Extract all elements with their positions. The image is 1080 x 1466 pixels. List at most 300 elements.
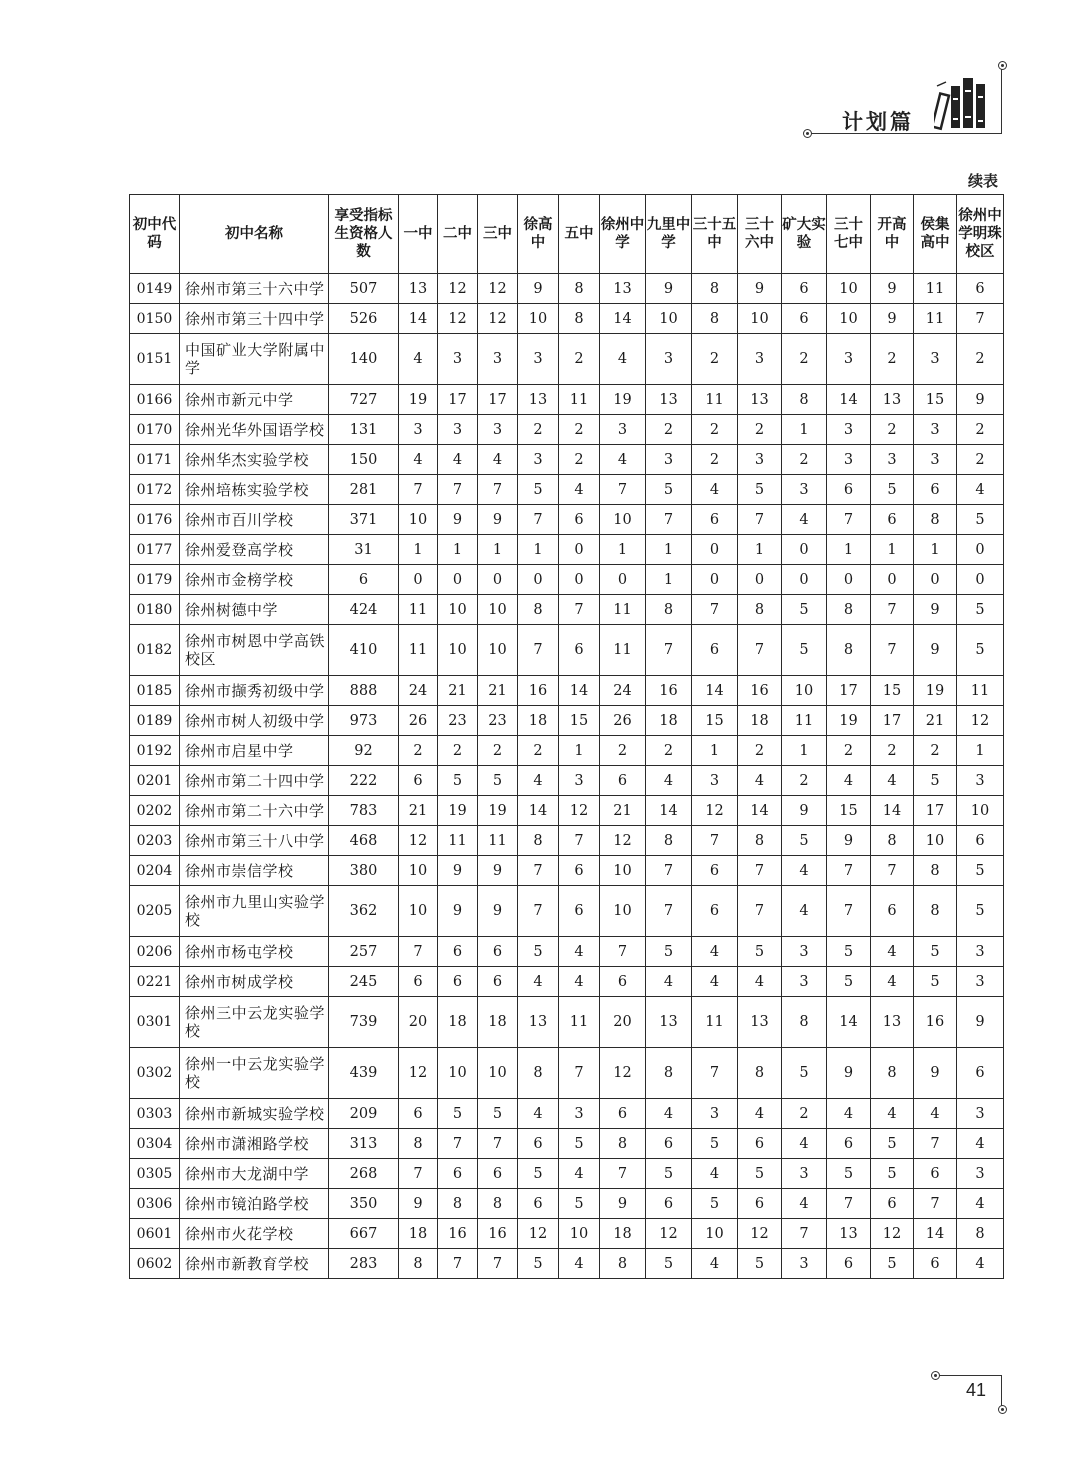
quota-cell: 12	[478, 304, 518, 334]
quota-cell: 7	[914, 1129, 957, 1159]
quota-cell: 5	[871, 1249, 914, 1279]
quota-cell: 0	[738, 565, 782, 595]
quota-cell: 5	[738, 475, 782, 505]
quota-cell: 7	[692, 595, 738, 625]
quota-cell: 6	[827, 1249, 871, 1279]
eligible-count-cell: 888	[329, 676, 399, 706]
table-row	[130, 796, 1004, 826]
quota-cell: 9	[827, 1048, 871, 1099]
quota-cell: 6	[692, 856, 738, 886]
eligible-count-cell: 209	[329, 1099, 399, 1129]
quota-cell: 5	[518, 475, 559, 505]
quota-cell: 5	[782, 625, 827, 676]
table-row	[130, 967, 1004, 997]
quota-cell: 3	[600, 415, 646, 445]
table-row	[130, 1099, 1004, 1129]
quota-cell: 16	[478, 1219, 518, 1249]
quota-cell: 3	[782, 937, 827, 967]
table-row	[130, 445, 1004, 475]
quota-cell: 7	[914, 1189, 957, 1219]
quota-cell: 10	[438, 625, 478, 676]
school-code-cell: 0601	[130, 1219, 180, 1249]
eligible-count-cell: 313	[329, 1129, 399, 1159]
quota-cell: 12	[600, 826, 646, 856]
quota-cell: 4	[871, 937, 914, 967]
quota-cell: 6	[559, 505, 600, 535]
quota-cell: 5	[871, 1159, 914, 1189]
quota-cell: 6	[957, 274, 1004, 304]
quota-cell: 3	[438, 334, 478, 385]
quota-cell: 8	[646, 826, 692, 856]
quota-cell: 8	[559, 304, 600, 334]
quota-cell: 6	[559, 856, 600, 886]
quota-cell: 4	[692, 1159, 738, 1189]
quota-cell: 7	[738, 856, 782, 886]
quota-cell: 8	[518, 595, 559, 625]
quota-cell: 19	[438, 796, 478, 826]
quota-cell: 6	[646, 1189, 692, 1219]
quota-cell: 7	[646, 505, 692, 535]
quota-cell: 26	[399, 706, 438, 736]
table-row	[130, 766, 1004, 796]
school-code-cell: 0204	[130, 856, 180, 886]
quota-cell: 5	[957, 595, 1004, 625]
quota-cell: 9	[957, 385, 1004, 415]
quota-cell: 5	[518, 1249, 559, 1279]
quota-cell: 0	[782, 535, 827, 565]
school-name-cell: 徐州市潇湘路学校	[180, 1129, 329, 1159]
school-name-cell: 徐州市火花学校	[180, 1219, 329, 1249]
quota-cell: 7	[871, 595, 914, 625]
quota-cell: 15	[914, 385, 957, 415]
quota-cell: 14	[399, 304, 438, 334]
quota-cell: 8	[738, 1048, 782, 1099]
eligible-count-cell: 380	[329, 856, 399, 886]
quota-cell: 8	[827, 595, 871, 625]
school-code-cell: 0176	[130, 505, 180, 535]
column-header: 三十五中	[692, 195, 738, 274]
eligible-count-cell: 222	[329, 766, 399, 796]
quota-cell: 9	[914, 1048, 957, 1099]
school-code-cell: 0306	[130, 1189, 180, 1219]
quota-cell: 7	[827, 1189, 871, 1219]
quota-cell: 12	[399, 826, 438, 856]
quota-cell: 2	[692, 445, 738, 475]
quota-cell: 5	[478, 1099, 518, 1129]
table-row	[130, 826, 1004, 856]
quota-cell: 20	[399, 997, 438, 1048]
quota-cell: 5	[827, 1159, 871, 1189]
eligible-count-cell: 257	[329, 937, 399, 967]
quota-cell: 14	[559, 676, 600, 706]
school-name-cell: 徐州市第三十四中学	[180, 304, 329, 334]
quota-cell: 19	[399, 385, 438, 415]
quota-cell: 17	[914, 796, 957, 826]
quota-cell: 5	[559, 1129, 600, 1159]
table-row	[130, 706, 1004, 736]
quota-cell: 0	[399, 565, 438, 595]
quota-cell: 26	[600, 706, 646, 736]
quota-cell: 21	[438, 676, 478, 706]
eligible-count-cell: 245	[329, 967, 399, 997]
school-code-cell: 0150	[130, 304, 180, 334]
eligible-count-cell: 350	[329, 1189, 399, 1219]
quota-cell: 3	[957, 937, 1004, 967]
quota-cell: 4	[559, 1159, 600, 1189]
quota-cell: 10	[914, 826, 957, 856]
quota-cell: 24	[600, 676, 646, 706]
school-code-cell: 0177	[130, 535, 180, 565]
table-row	[130, 736, 1004, 766]
quota-cell: 10	[646, 304, 692, 334]
quota-cell: 6	[559, 625, 600, 676]
quota-cell: 5	[646, 1249, 692, 1279]
page-number: 41	[966, 1380, 987, 1400]
school-name-cell: 徐州市第三十八中学	[180, 826, 329, 856]
quota-cell: 1	[827, 535, 871, 565]
quota-cell: 19	[914, 676, 957, 706]
quota-cell: 8	[782, 385, 827, 415]
quota-cell: 0	[559, 535, 600, 565]
quota-cell: 4	[827, 766, 871, 796]
school-name-cell: 徐州市树恩中学高铁校区	[180, 625, 329, 676]
quota-cell: 14	[646, 796, 692, 826]
quota-cell: 5	[827, 937, 871, 967]
quota-cell: 4	[399, 334, 438, 385]
quota-cell: 0	[692, 535, 738, 565]
quota-cell: 7	[738, 505, 782, 535]
quota-cell: 5	[914, 937, 957, 967]
quota-cell: 6	[782, 304, 827, 334]
quota-cell: 7	[600, 475, 646, 505]
quota-cell: 3	[827, 445, 871, 475]
quota-cell: 3	[957, 1099, 1004, 1129]
quota-cell: 9	[871, 274, 914, 304]
quota-cell: 1	[600, 535, 646, 565]
school-name-cell: 徐州市第二十四中学	[180, 766, 329, 796]
school-name-cell: 徐州市启星中学	[180, 736, 329, 766]
quota-cell: 4	[871, 1099, 914, 1129]
quota-cell: 6	[399, 1099, 438, 1129]
quota-cell: 6	[692, 505, 738, 535]
quota-cell: 10	[399, 505, 438, 535]
quota-cell: 12	[438, 274, 478, 304]
column-header: 侯集高中	[914, 195, 957, 274]
table-row	[130, 274, 1004, 304]
table-row	[130, 505, 1004, 535]
quota-cell: 4	[559, 937, 600, 967]
quota-cell: 0	[782, 565, 827, 595]
quota-cell: 0	[871, 565, 914, 595]
school-name-cell: 中国矿业大学附属中学	[180, 334, 329, 385]
quota-cell: 8	[518, 826, 559, 856]
quota-cell: 9	[914, 625, 957, 676]
quota-cell: 10	[438, 595, 478, 625]
quota-cell: 6	[438, 1159, 478, 1189]
quota-cell: 0	[600, 565, 646, 595]
school-name-cell: 徐州市新城实验学校	[180, 1099, 329, 1129]
quota-cell: 3	[518, 445, 559, 475]
quota-cell: 8	[914, 886, 957, 937]
column-header: 矿大实验	[782, 195, 827, 274]
school-name-cell: 徐州市撷秀初级中学	[180, 676, 329, 706]
quota-cell: 1	[957, 736, 1004, 766]
quota-cell: 4	[782, 1129, 827, 1159]
quota-cell: 9	[914, 595, 957, 625]
quota-cell: 6	[871, 886, 914, 937]
quota-cell: 8	[646, 595, 692, 625]
quota-cell: 9	[438, 505, 478, 535]
quota-cell: 14	[738, 796, 782, 826]
quota-cell: 8	[914, 505, 957, 535]
quota-cell: 4	[782, 1189, 827, 1219]
header-dot-left	[803, 129, 812, 138]
quota-cell: 1	[438, 535, 478, 565]
school-code-cell: 0301	[130, 997, 180, 1048]
eligible-count-cell: 468	[329, 826, 399, 856]
quota-cell: 4	[518, 766, 559, 796]
quota-cell: 11	[399, 595, 438, 625]
quota-cell: 6	[782, 274, 827, 304]
quota-cell: 5	[957, 505, 1004, 535]
quota-cell: 17	[871, 706, 914, 736]
school-name-cell: 徐州市树成学校	[180, 967, 329, 997]
quota-cell: 13	[646, 997, 692, 1048]
column-header: 五中	[559, 195, 600, 274]
quota-cell: 2	[600, 736, 646, 766]
eligible-count-cell: 281	[329, 475, 399, 505]
quota-cell: 2	[646, 415, 692, 445]
school-code-cell: 0172	[130, 475, 180, 505]
quota-cell: 16	[438, 1219, 478, 1249]
table-row	[130, 676, 1004, 706]
quota-cell: 10	[478, 625, 518, 676]
eligible-count-cell: 140	[329, 334, 399, 385]
quota-cell: 19	[600, 385, 646, 415]
quota-cell: 11	[478, 826, 518, 856]
quota-cell: 9	[738, 274, 782, 304]
quota-cell: 1	[478, 535, 518, 565]
quota-cell: 12	[478, 274, 518, 304]
quota-cell: 4	[957, 1189, 1004, 1219]
quota-cell: 6	[914, 1249, 957, 1279]
quota-cell: 7	[871, 856, 914, 886]
table-row	[130, 415, 1004, 445]
table-row	[130, 385, 1004, 415]
quota-cell: 6	[914, 1159, 957, 1189]
table-row	[130, 1159, 1004, 1189]
quota-cell: 8	[646, 1048, 692, 1099]
quota-cell: 3	[957, 1159, 1004, 1189]
school-code-cell: 0302	[130, 1048, 180, 1099]
quota-cell: 10	[782, 676, 827, 706]
quota-cell: 6	[692, 625, 738, 676]
quota-cell: 9	[600, 1189, 646, 1219]
quota-cell: 7	[518, 505, 559, 535]
quota-cell: 2	[782, 1099, 827, 1129]
quota-cell: 3	[914, 415, 957, 445]
eligible-count-cell: 667	[329, 1219, 399, 1249]
column-header: 一中	[399, 195, 438, 274]
quota-cell: 2	[871, 736, 914, 766]
quota-cell: 7	[692, 826, 738, 856]
quota-cell: 2	[782, 334, 827, 385]
quota-cell: 6	[559, 886, 600, 937]
quota-cell: 2	[692, 334, 738, 385]
quota-cell: 4	[518, 1099, 559, 1129]
quota-cell: 8	[738, 595, 782, 625]
quota-cell: 7	[827, 856, 871, 886]
school-code-cell: 0201	[130, 766, 180, 796]
eligible-count-cell: 727	[329, 385, 399, 415]
school-name-cell: 徐州市百川学校	[180, 505, 329, 535]
quota-cell: 7	[559, 1048, 600, 1099]
quota-cell: 4	[438, 445, 478, 475]
table-row	[130, 1249, 1004, 1279]
quota-cell: 10	[478, 1048, 518, 1099]
quota-cell: 4	[646, 1099, 692, 1129]
table-header-row	[130, 195, 1004, 274]
quota-cell: 6	[646, 1129, 692, 1159]
quota-cell: 19	[478, 796, 518, 826]
quota-cell: 12	[692, 796, 738, 826]
quota-cell: 9	[478, 886, 518, 937]
quota-cell: 8	[871, 826, 914, 856]
quota-cell: 4	[559, 1249, 600, 1279]
quota-cell: 6	[827, 1129, 871, 1159]
quota-cell: 5	[438, 766, 478, 796]
quota-cell: 2	[518, 736, 559, 766]
quota-cell: 23	[438, 706, 478, 736]
quota-cell: 18	[518, 706, 559, 736]
quota-cell: 3	[478, 415, 518, 445]
quota-cell: 4	[738, 967, 782, 997]
quota-cell: 8	[518, 1048, 559, 1099]
quota-cell: 14	[871, 796, 914, 826]
quota-cell: 3	[559, 1099, 600, 1129]
footer-rule-horizontal	[936, 1375, 1002, 1376]
school-code-cell: 0304	[130, 1129, 180, 1159]
quota-cell: 4	[600, 334, 646, 385]
quota-cell: 3	[957, 967, 1004, 997]
quota-cell: 3	[399, 415, 438, 445]
quota-cell: 2	[957, 445, 1004, 475]
quota-cell: 14	[600, 304, 646, 334]
quota-cell: 6	[738, 1189, 782, 1219]
eligible-count-cell: 268	[329, 1159, 399, 1189]
quota-cell: 7	[600, 1159, 646, 1189]
quota-cell: 4	[692, 1249, 738, 1279]
quota-cell: 12	[957, 706, 1004, 736]
school-name-cell: 徐州三中云龙实验学校	[180, 997, 329, 1048]
quota-cell: 9	[782, 796, 827, 826]
quota-cell: 2	[646, 736, 692, 766]
quota-cell: 6	[518, 1129, 559, 1159]
quota-cell: 15	[827, 796, 871, 826]
quota-cell: 0	[478, 565, 518, 595]
quota-cell: 11	[692, 997, 738, 1048]
quota-cell: 4	[738, 1099, 782, 1129]
school-name-cell: 徐州市大龙湖中学	[180, 1159, 329, 1189]
quota-cell: 5	[782, 1048, 827, 1099]
eligible-count-cell: 424	[329, 595, 399, 625]
quota-cell: 11	[559, 385, 600, 415]
eligible-count-cell: 739	[329, 997, 399, 1048]
quota-cell: 9	[827, 826, 871, 856]
quota-cell: 7	[518, 625, 559, 676]
quota-cell: 13	[600, 274, 646, 304]
table-row	[130, 1189, 1004, 1219]
quota-cell: 7	[957, 304, 1004, 334]
quota-cell: 8	[399, 1129, 438, 1159]
quota-table	[129, 194, 1004, 1279]
quota-cell: 10	[692, 1219, 738, 1249]
quota-cell: 3	[827, 334, 871, 385]
quota-cell: 9	[438, 856, 478, 886]
quota-cell: 21	[600, 796, 646, 826]
quota-cell: 9	[438, 886, 478, 937]
quota-cell: 20	[600, 997, 646, 1048]
quota-cell: 2	[957, 415, 1004, 445]
quota-cell: 7	[782, 1219, 827, 1249]
quota-cell: 23	[478, 706, 518, 736]
books-icon	[934, 74, 994, 132]
quota-cell: 1	[559, 736, 600, 766]
quota-cell: 5	[782, 826, 827, 856]
quota-cell: 7	[559, 595, 600, 625]
quota-cell: 1	[399, 535, 438, 565]
table-row	[130, 937, 1004, 967]
quota-cell: 17	[827, 676, 871, 706]
quota-cell: 7	[738, 625, 782, 676]
quota-cell: 9	[957, 997, 1004, 1048]
quota-cell: 10	[600, 886, 646, 937]
quota-cell: 6	[692, 886, 738, 937]
quota-cell: 6	[827, 475, 871, 505]
quota-cell: 2	[559, 445, 600, 475]
quota-cell: 0	[914, 565, 957, 595]
eligible-count-cell: 439	[329, 1048, 399, 1099]
quota-cell: 1	[518, 535, 559, 565]
quota-cell: 5	[518, 937, 559, 967]
quota-cell: 12	[518, 1219, 559, 1249]
column-header: 初中代码	[130, 195, 180, 274]
quota-cell: 10	[827, 274, 871, 304]
quota-cell: 5	[782, 595, 827, 625]
quota-cell: 10	[438, 1048, 478, 1099]
quota-cell: 5	[738, 1159, 782, 1189]
quota-cell: 18	[600, 1219, 646, 1249]
quota-cell: 9	[646, 274, 692, 304]
quota-cell: 3	[827, 415, 871, 445]
quota-cell: 5	[559, 1189, 600, 1219]
quota-cell: 13	[646, 385, 692, 415]
quota-cell: 8	[692, 274, 738, 304]
quota-cell: 8	[438, 1189, 478, 1219]
quota-cell: 6	[478, 937, 518, 967]
quota-cell: 4	[782, 856, 827, 886]
quota-cell: 6	[738, 1129, 782, 1159]
school-code-cell: 0185	[130, 676, 180, 706]
quota-cell: 7	[646, 625, 692, 676]
quota-cell: 7	[399, 937, 438, 967]
column-header: 徐州中学明珠校区	[957, 195, 1004, 274]
quota-cell: 2	[871, 415, 914, 445]
school-name-cell: 徐州市新元中学	[180, 385, 329, 415]
quota-cell: 6	[957, 826, 1004, 856]
school-code-cell: 0602	[130, 1249, 180, 1279]
column-header: 享受指标生资格人数	[329, 195, 399, 274]
